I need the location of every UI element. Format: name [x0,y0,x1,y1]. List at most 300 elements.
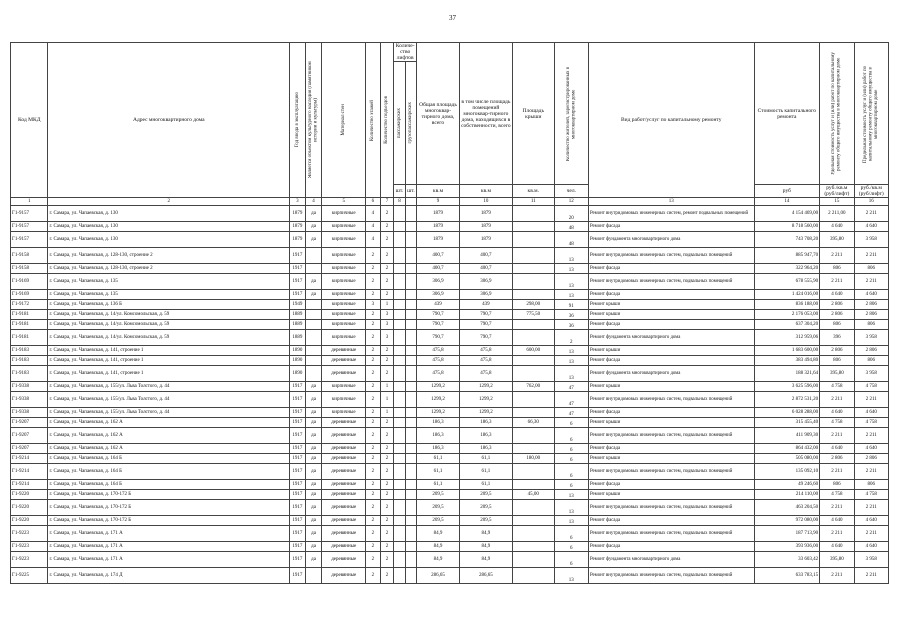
cell-lifts-freight [405,516,416,526]
column-number: 8 [394,198,405,206]
cell-work-type: Ремонт фасада [588,290,754,300]
cell-max-cost: 4 758 [854,490,888,500]
cell-roof-area [512,526,554,542]
cell-heritage: да [305,392,322,408]
cell-lifts-freight [405,222,416,232]
cell-year: 1890 [290,366,306,382]
table-row [11,444,889,454]
cell-owned-area: 306,9 [459,290,512,300]
cell-total-area: 1299,2 [417,408,460,418]
cell-unit-cost: 395,80 [820,232,854,248]
cell-lifts-freight [405,264,416,274]
cell-year: 1917 [290,552,306,568]
cell-owned-area: 400,7 [459,264,512,274]
cell-max-cost: 4 640 [854,290,888,300]
cell-heritage: да [305,480,322,490]
cell-material: кирпичные [322,392,366,408]
table-row [11,454,889,464]
cell-heritage [305,300,322,310]
column-number: 3 [290,198,306,206]
header-roof-area: Площадь крыши [512,43,554,185]
table-row [11,356,889,366]
cell-lifts-passenger [394,310,405,320]
cell-max-cost: 2 806 [854,300,888,310]
cell-cost: 4 154 469,00 [754,206,820,222]
cell-total-area: 209,5 [417,516,460,526]
cell-material: кирпичные [322,408,366,418]
cell-heritage: да [305,232,322,248]
cell-work-type: Ремонт крыши [588,454,754,464]
cell-owned-area: 439 [459,300,512,310]
cell-address: г. Самара, ул. Чапаевская, д. 164 Б [48,454,290,464]
cell-material: деревянные [322,542,366,552]
cell-lifts-passenger [394,500,405,516]
header-code: Код МКД [11,43,48,198]
cell-cost: 505 080,00 [754,454,820,464]
header-lifts-passenger: пассажирских [394,62,405,185]
cell-address: г. Самара, ул. Чапаевская, д. 155/ул. Льва Толстого, д. 44 [48,382,290,392]
cell-work-type: Ремонт крыши [588,418,754,428]
table-row [11,222,889,232]
cell-total-area: 475,8 [417,346,460,356]
cell-heritage: да [305,464,322,480]
table-row [11,346,889,356]
column-number: 13 [588,198,754,206]
table-row [11,248,889,264]
cell-total-area: 306,9 [417,290,460,300]
cell-roof-area [512,330,554,346]
cell-material: деревянные [322,346,366,356]
unit-cost: руб [754,185,820,198]
cell-unit-cost: 4 640 [820,222,854,232]
cell-year: 1917 [290,542,306,552]
cell-work-type: Ремонт крыши [588,300,754,310]
cell-floors: 2 [366,444,381,454]
cell-owned-area: 186,3 [459,444,512,454]
cell-entrances: 3 [380,310,394,320]
cell-heritage: да [305,274,322,290]
cell-cost: 8 718 560,00 [754,222,820,232]
header-work-type: Вид работ/услуг по капитальному ремонту [588,43,754,198]
cell-floors: 3 [366,300,381,310]
cell-owned-area: 186,3 [459,418,512,428]
cell-total-area: 186,3 [417,444,460,454]
cell-owned-area: 475,8 [459,366,512,382]
cell-work-type: Ремонт фасада [588,264,754,274]
cell-roof-area [512,232,554,248]
cell-roof-area [512,480,554,490]
cell-lifts-passenger [394,330,405,346]
cell-year: 1917 [290,290,306,300]
cell-work-type: Ремонт внутридомовых инженерных систем, подвальных помещений [588,274,754,290]
cell-year: 1917 [290,264,306,274]
cell-material: кирпичные [322,290,366,300]
cell-year: 1890 [290,346,306,356]
cell-lifts-passenger [394,408,405,418]
cell-roof-area [512,248,554,264]
cell-cost: 135 092,10 [754,464,820,480]
cell-max-cost: 3 958 [854,330,888,346]
cell-unit-cost: 2 806 [820,346,854,356]
cell-address: г. Самара, ул. Чапаевская, д. 135 [48,274,290,290]
cell-lifts-passenger [394,248,405,264]
cell-year: 1917 [290,444,306,454]
unit-lifts-passenger: шт. [394,185,405,198]
cell-heritage: да [305,552,322,568]
cell-year: 1917 [290,408,306,418]
cell-floors: 2 [366,248,381,264]
cell-unit-cost: 2 806 [820,310,854,320]
cell-material: кирпичные [322,232,366,248]
cell-cost: 383 494,80 [754,356,820,366]
cell-cost: 2 176 053,00 [754,310,820,320]
cell-cost: 836 188,00 [754,300,820,310]
cell-address: г. Самара, ул. Чапаевская, д. 14/ул. Комсомольская, д. 59 [48,320,290,330]
cell-unit-cost: 2 211 [820,392,854,408]
cell-cost: 33 603,42 [754,552,820,568]
cell-year: 1917 [290,490,306,500]
cell-max-cost: 2 806 [854,454,888,464]
cell-owned-area: 84,9 [459,526,512,542]
cell-lifts-passenger [394,274,405,290]
cell-floors: 2 [366,418,381,428]
cell-roof-area [512,444,554,454]
cell-lifts-freight [405,382,416,392]
cell-floors: 2 [366,516,381,526]
cell-max-cost: 2 211 [854,464,888,480]
cell-material: деревянные [322,500,366,516]
header-unit-cost: Удельная стоимость услуг и (или) работ по капитальному ремонту общего имущества в многоквартирном доме [820,43,854,185]
cell-code: Г1-9158 [11,264,48,274]
cell-unit-cost: 806 [820,264,854,274]
cell-floors: 2 [366,274,381,290]
cell-entrances: 1 [380,300,394,310]
table-row [11,232,889,248]
table-row [11,206,889,222]
cell-floors: 2 [366,408,381,418]
column-number: 10 [459,198,512,206]
cell-residents: 36 [554,320,588,330]
cell-unit-cost: 2 211 [820,568,854,584]
cell-year: 1917 [290,480,306,490]
column-number: 9 [417,198,460,206]
cell-address: г. Самара, ул. Чапаевская, д. 14/ул. Комсомольская, д. 59 [48,310,290,320]
cell-roof-area [512,464,554,480]
cell-heritage [305,248,322,264]
capital-repair-table [10,42,889,584]
cell-heritage [305,264,322,274]
cell-entrances: 3 [380,330,394,346]
cell-work-type: Ремонт фасада [588,542,754,552]
header-total-area: Общая площадь многоквар-тирного дома, всего [417,43,460,185]
cell-unit-cost: 2 211 [820,500,854,516]
cell-heritage [305,346,322,356]
cell-address: г. Самара, ул. Чапаевская, д. 162 А [48,444,290,454]
cell-max-cost: 2 211 [854,274,888,290]
cell-work-type: Ремонт фундамента многоквартирного дома [588,232,754,248]
cell-year: 1889 [290,320,306,330]
cell-year: 1949 [290,300,306,310]
cell-max-cost: 2 211 [854,248,888,264]
cell-code: Г1-9214 [11,480,48,490]
cell-roof-area [512,428,554,444]
cell-roof-area: 298,00 [512,300,554,310]
cell-lifts-passenger [394,464,405,480]
table-row [11,568,889,584]
cell-lifts-freight [405,454,416,464]
cell-address: г. Самара, ул. Чапаевская, д. 170-172 Б [48,500,290,516]
cell-material: деревянные [322,480,366,490]
cell-material: деревянные [322,444,366,454]
cell-code: Г1-9338 [11,382,48,392]
cell-unit-cost: 2 211,00 [820,206,854,222]
cell-lifts-freight [405,346,416,356]
cell-max-cost: 2 806 [854,310,888,320]
cell-floors: 2 [366,464,381,480]
cell-material: кирпичные [322,320,366,330]
cell-max-cost: 3 958 [854,366,888,382]
cell-entrances: 2 [380,206,394,222]
cell-floors: 2 [366,356,381,366]
cell-roof-area: 600,00 [512,346,554,356]
cell-roof-area: 45,00 [512,490,554,500]
cell-address: г. Самара, ул. Чапаевская, д. 174 Д [48,568,290,584]
cell-cost: 864 432,00 [754,444,820,454]
cell-code: Г1-9220 [11,516,48,526]
cell-heritage: да [305,500,322,516]
unit-owned-area: кв.м [459,185,512,198]
cell-max-cost: 4 640 [854,516,888,526]
cell-roof-area: 775,50 [512,310,554,320]
cell-floors: 2 [366,568,381,584]
cell-unit-cost: 395,80 [820,552,854,568]
table-row [11,310,889,320]
cell-lifts-passenger [394,542,405,552]
cell-address: г. Самара, ул. Чапаевская, д. 155/ул. Льва Толстого, д. 44 [48,408,290,418]
cell-owned-area: 286,65 [459,568,512,584]
cell-address: г. Самара, ул. Чапаевская, д. 170-172 Б [48,490,290,500]
cell-cost: 312 959,06 [754,330,820,346]
cell-residents: 6 [554,444,588,454]
cell-heritage: да [305,428,322,444]
cell-year: 1917 [290,500,306,516]
cell-max-cost: 4 758 [854,418,888,428]
cell-owned-area: 790,7 [459,330,512,346]
cell-owned-area: 306,9 [459,274,512,290]
cell-material: деревянные [322,552,366,568]
unit-roof-area: кв.м. [512,185,554,198]
cell-lifts-passenger [394,526,405,542]
cell-floors: 4 [366,222,381,232]
cell-year: 1917 [290,464,306,480]
cell-owned-area: 61,1 [459,480,512,490]
cell-lifts-passenger [394,366,405,382]
cell-total-area: 439 [417,300,460,310]
cell-cost: 1 683 600,00 [754,346,820,356]
cell-unit-cost: 4 758 [820,382,854,392]
cell-material: деревянные [322,366,366,382]
cell-lifts-passenger [394,516,405,526]
cell-year: 1917 [290,516,306,526]
cell-residents: 6 [554,480,588,490]
column-number [405,198,416,206]
cell-lifts-freight [405,290,416,300]
table-row [11,552,889,568]
cell-total-area: 1299,2 [417,392,460,408]
cell-entrances: 2 [380,232,394,248]
cell-owned-area: 400,7 [459,248,512,264]
cell-owned-area: 1299,2 [459,392,512,408]
cell-entrances: 2 [380,418,394,428]
cell-lifts-passenger [394,568,405,584]
cell-heritage: да [305,516,322,526]
cell-total-area: 1879 [417,206,460,222]
cell-roof-area: 762,00 [512,382,554,392]
cell-heritage [305,330,322,346]
cell-entrances: 2 [380,480,394,490]
cell-entrances: 1 [380,408,394,418]
cell-max-cost: 4 640 [854,444,888,454]
cell-address: г. Самара, ул. Чапаевская, д. 130 [48,232,290,248]
cell-material: деревянные [322,490,366,500]
cell-year: 1917 [290,568,306,584]
cell-residents: 13 [554,568,588,584]
header-owned-area: в том числе площадь помещений многоквар-тирного дома, находящихся в собственности, всего [459,43,512,185]
cell-work-type: Ремонт крыши [588,310,754,320]
cell-work-type: Ремонт внутридомовых инженерных систем, подвальных помещений [588,500,754,516]
header-cost: Стоимость капитального ремонта [754,43,820,185]
cell-residents: 2 [554,330,588,346]
cell-owned-area: 84,9 [459,552,512,568]
table-row [11,516,889,526]
cell-heritage [305,310,322,320]
cell-work-type: Ремонт внутридомовых инженерных систем, ремонт подвальных помещений [588,206,754,222]
cell-code: Г1-9214 [11,464,48,480]
cell-roof-area [512,366,554,382]
cell-owned-area: 1299,2 [459,382,512,392]
cell-lifts-freight [405,232,416,248]
cell-work-type: Ремонт фасада [588,516,754,526]
table-row [11,366,889,382]
cell-cost: 2 872 531,20 [754,392,820,408]
cell-address: г. Самара, ул. Чапаевская, д. 135 [48,290,290,300]
cell-max-cost: 806 [854,480,888,490]
cell-code: Г1-9225 [11,568,48,584]
table-row [11,480,889,490]
cell-roof-area [512,500,554,516]
cell-work-type: Ремонт фундамента многоквартирного дома [588,552,754,568]
cell-floors: 2 [366,330,381,346]
cell-floors: 2 [366,454,381,464]
cell-owned-area: 790,7 [459,310,512,320]
cell-entrances: 2 [380,356,394,366]
cell-owned-area: 790,7 [459,320,512,330]
cell-work-type: Ремонт крыши [588,346,754,356]
cell-code: Г1-9158 [11,248,48,264]
cell-lifts-passenger [394,382,405,392]
column-number: 4 [305,198,322,206]
cell-owned-area: 61,1 [459,464,512,480]
cell-unit-cost: 4 758 [820,490,854,500]
cell-residents: 48 [554,222,588,232]
cell-heritage: да [305,526,322,542]
unit-unit-cost: руб./кв.м (руб/лифт) [820,185,854,198]
cell-total-area: 84,9 [417,542,460,552]
cell-entrances: 1 [380,392,394,408]
cell-cost: 322 964,20 [754,264,820,274]
header-lifts-freight: грузопассажирских [405,62,416,185]
header-entrances: Количество подъездов [380,43,394,198]
unit-max-cost: руб./кв.м (руб/лифт) [854,185,888,198]
cell-total-area: 84,9 [417,552,460,568]
cell-residents: 47 [554,408,588,418]
cell-residents: 36 [554,310,588,320]
cell-entrances: 2 [380,428,394,444]
cell-address: г. Самара, ул. Чапаевская, д. 164 Б [48,464,290,480]
cell-max-cost: 2 211 [854,526,888,542]
cell-owned-area: 209,5 [459,500,512,516]
cell-entrances: 2 [380,490,394,500]
cell-address: г. Самара, ул. Чапаевская, д. 164 Б [48,480,290,490]
page-number: 37 [449,14,456,22]
cell-code: Г1-9223 [11,542,48,552]
cell-total-area: 400,7 [417,248,460,264]
cell-material: кирпичные [322,300,366,310]
header-floors: Количество этажей [366,43,381,198]
cell-heritage: да [305,206,322,222]
cell-year: 1917 [290,248,306,264]
unit-residents: чел. [554,185,588,198]
cell-entrances: 2 [380,526,394,542]
cell-max-cost: 4 640 [854,408,888,418]
cell-address: г. Самара, ул. Чапаевская, д. 171 А [48,552,290,568]
cell-unit-cost: 2 211 [820,248,854,264]
cell-max-cost: 2 211 [854,500,888,516]
table-body [11,206,889,584]
cell-floors: 2 [366,320,381,330]
cell-code: Г1-9214 [11,454,48,464]
header-year: Год ввода в эксплуатацию [290,43,306,198]
cell-heritage: да [305,290,322,300]
cell-code: Г1-9223 [11,526,48,542]
cell-roof-area [512,568,554,584]
cell-lifts-freight [405,248,416,264]
cell-material: кирпичные [322,206,366,222]
cell-entrances: 2 [380,568,394,584]
cell-roof-area [512,320,554,330]
table-row [11,428,889,444]
cell-residents: 13 [554,346,588,356]
column-numbers-row [11,198,889,206]
cell-entrances: 2 [380,444,394,454]
cell-work-type: Ремонт фасада [588,320,754,330]
cell-entrances: 2 [380,516,394,526]
table-row [11,290,889,300]
cell-lifts-passenger [394,232,405,248]
cell-unit-cost: 4 640 [820,516,854,526]
cell-code: Г1-9172 [11,300,48,310]
cell-cost: 315 455,40 [754,418,820,428]
cell-lifts-passenger [394,490,405,500]
cell-max-cost: 2 806 [854,346,888,356]
cell-code: Г1-9169 [11,290,48,300]
cell-code: Г1-9157 [11,232,48,248]
cell-residents: 13 [554,264,588,274]
cell-material: кирпичные [322,382,366,392]
cell-owned-area: 475,8 [459,356,512,366]
cell-floors: 2 [366,542,381,552]
cell-unit-cost: 4 640 [820,542,854,552]
